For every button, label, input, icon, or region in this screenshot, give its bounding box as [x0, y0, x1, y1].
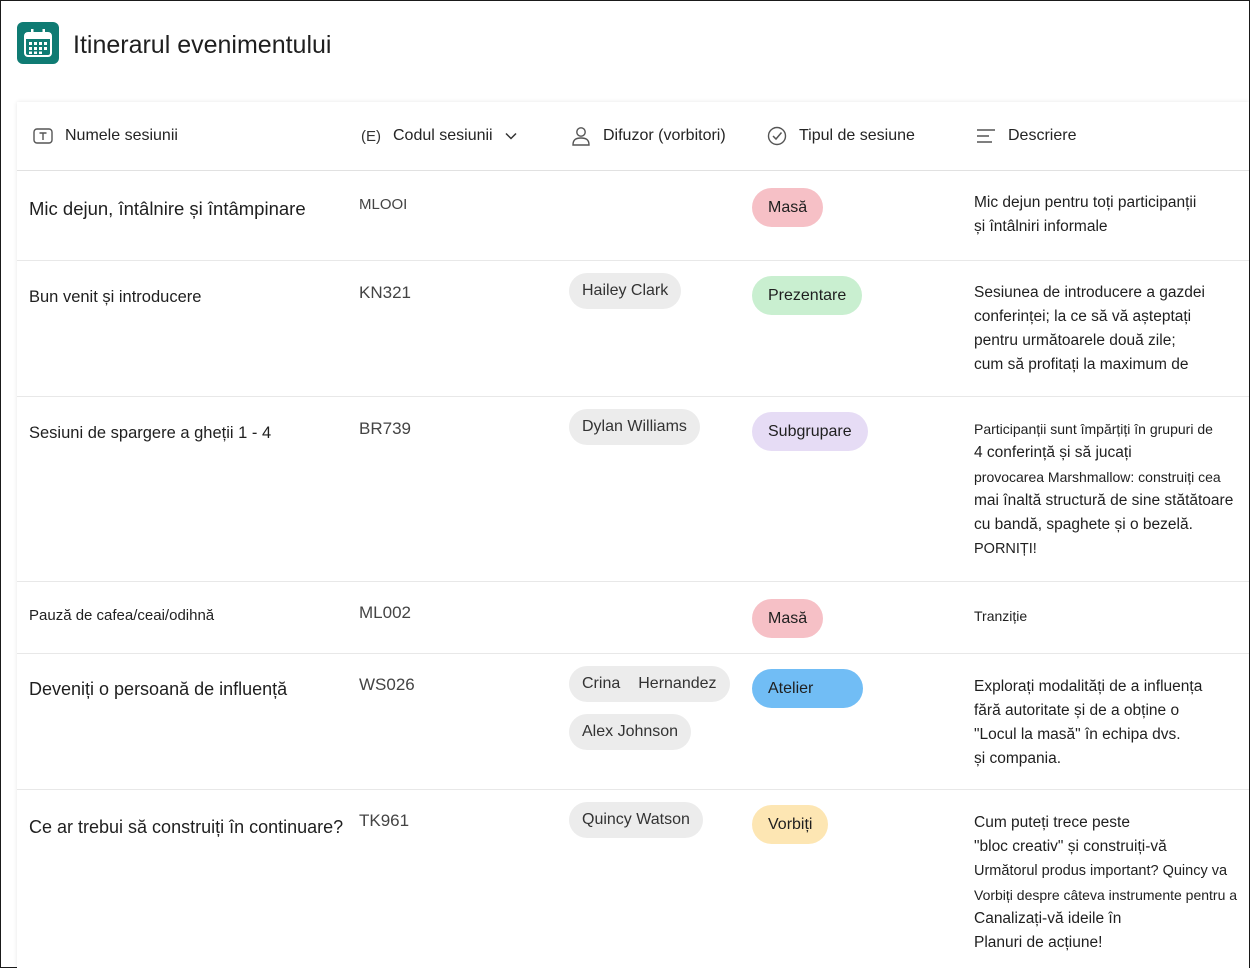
description-line: Explorați modalități de a influența — [974, 678, 1203, 695]
description-line: Sesiunea de introducere a gazdei — [974, 284, 1205, 301]
calendar-icon — [17, 22, 59, 64]
session-speakers — [569, 409, 700, 457]
description-line: Următorul produs important? Quincy va — [974, 863, 1228, 879]
description-line: Participanții sunt împărțiți în grupuri de — [974, 421, 1213, 437]
description-line: Vorbiți despre câteva instrumente pentru a — [974, 887, 1238, 903]
session-list — [17, 102, 1249, 968]
session-description — [974, 811, 1242, 955]
table-row[interactable] — [17, 654, 1249, 790]
session-code: BR739 — [359, 419, 411, 438]
table-row[interactable] — [17, 261, 1249, 397]
description-line: Cum puteți trece peste — [974, 814, 1130, 831]
session-type-pill: Atelier — [752, 669, 863, 708]
text-field-icon — [33, 128, 53, 144]
page-title: Itinerarul evenimentului — [73, 31, 332, 59]
session-description — [974, 191, 1242, 239]
session-type-pill: Subgrupare — [752, 412, 868, 451]
column-header-label: Codul sesiunii — [393, 127, 493, 144]
description-line: "bloc creativ" și construiți-vă — [974, 838, 1167, 855]
table-row[interactable] — [17, 171, 1249, 261]
column-header-code[interactable] — [361, 102, 517, 170]
speaker-chip[interactable]: Quincy Watson — [569, 802, 703, 838]
session-type-pill: Masă — [752, 188, 823, 227]
session-name: Bun venit și introducere — [29, 288, 202, 306]
description-line: Canalizați-vă ideile în — [974, 910, 1122, 927]
description-line: cum să profitați la maximum de — [974, 356, 1189, 373]
description-line: 4 conferință și să jucați — [974, 444, 1132, 461]
session-name: Ce ar trebui să construiți în continuare? — [29, 817, 344, 837]
column-header-type[interactable] — [767, 102, 915, 170]
column-header-label: Tipul de sesiune — [799, 127, 915, 144]
session-description — [974, 281, 1242, 377]
description-line: și compania. — [974, 750, 1062, 767]
column-header-name[interactable] — [33, 102, 178, 170]
description-line: mai înaltă structură de sine stătătoare — [974, 492, 1234, 509]
session-type — [752, 805, 828, 844]
column-header-row — [17, 102, 1249, 171]
session-description — [974, 604, 1242, 628]
column-header-label: Numele sesiunii — [65, 127, 178, 144]
session-type — [752, 188, 823, 227]
description-line: Planuri de acțiune! — [974, 934, 1103, 951]
column-header-speaker[interactable] — [571, 102, 726, 170]
session-code: KN321 — [359, 283, 411, 302]
chevron-down-icon[interactable] — [505, 132, 517, 140]
session-type — [752, 412, 868, 451]
session-code: TK961 — [359, 811, 410, 830]
table-row[interactable] — [17, 582, 1249, 654]
column-header-label: Difuzor (vorbitori) — [603, 127, 726, 144]
session-description — [974, 675, 1242, 771]
column-header-desc[interactable] — [976, 102, 1076, 170]
session-name: Pauză de cafea/ceai/odihnă — [29, 607, 215, 624]
session-type-pill: Vorbiți — [752, 805, 828, 844]
session-type — [752, 669, 863, 708]
table-row[interactable] — [17, 790, 1249, 968]
description-line: provocarea Marshmallow: construiți cea — [974, 469, 1221, 485]
session-code: WS026 — [359, 675, 415, 694]
speaker-chip[interactable]: Hailey Clark — [569, 273, 681, 309]
column-header-label: Descriere — [1008, 127, 1077, 144]
session-name: Sesiuni de spargere a gheții 1 - 4 — [29, 424, 272, 442]
description-line: pentru următoarele două zile; — [974, 332, 1176, 349]
session-speakers — [569, 273, 681, 321]
speaker-chip[interactable]: Crina Hernandez — [569, 666, 730, 702]
app-header — [1, 1, 1249, 101]
session-type-pill: Prezentare — [752, 276, 862, 315]
session-type — [752, 276, 862, 315]
session-code: ML002 — [359, 603, 411, 622]
multiline-text-icon — [976, 128, 996, 144]
speaker-chip[interactable]: Alex Johnson — [569, 714, 691, 750]
check-circle-icon — [767, 126, 787, 146]
person-icon — [571, 126, 591, 146]
session-speakers — [569, 666, 730, 762]
description-line: Tranziție — [974, 608, 1028, 624]
speaker-chip[interactable]: Dylan Williams — [569, 409, 700, 445]
session-code: MLOOI — [359, 196, 408, 213]
column-type-prefix: (E) — [361, 127, 381, 145]
session-type-pill: Masă — [752, 599, 823, 638]
session-description — [974, 417, 1242, 561]
description-line: fără autoritate și de a obține o — [974, 702, 1180, 719]
session-name: Deveniți o persoană de influență — [29, 679, 288, 699]
table-row[interactable] — [17, 397, 1249, 582]
description-line: PORNIȚI! — [974, 541, 1037, 557]
session-name: Mic dejun, întâlnire și întâmpinare — [29, 198, 306, 219]
description-line: cu bandă, spaghete și o bezelă. — [974, 516, 1193, 533]
description-line: conferinței; la ce să vă așteptați — [974, 308, 1192, 325]
session-speakers — [569, 802, 703, 850]
description-line: "Locul la masă" în echipa dvs. — [974, 726, 1181, 743]
description-line: și întâlniri informale — [974, 218, 1108, 235]
session-type — [752, 599, 823, 638]
description-line: Mic dejun pentru toți participanții — [974, 194, 1197, 211]
